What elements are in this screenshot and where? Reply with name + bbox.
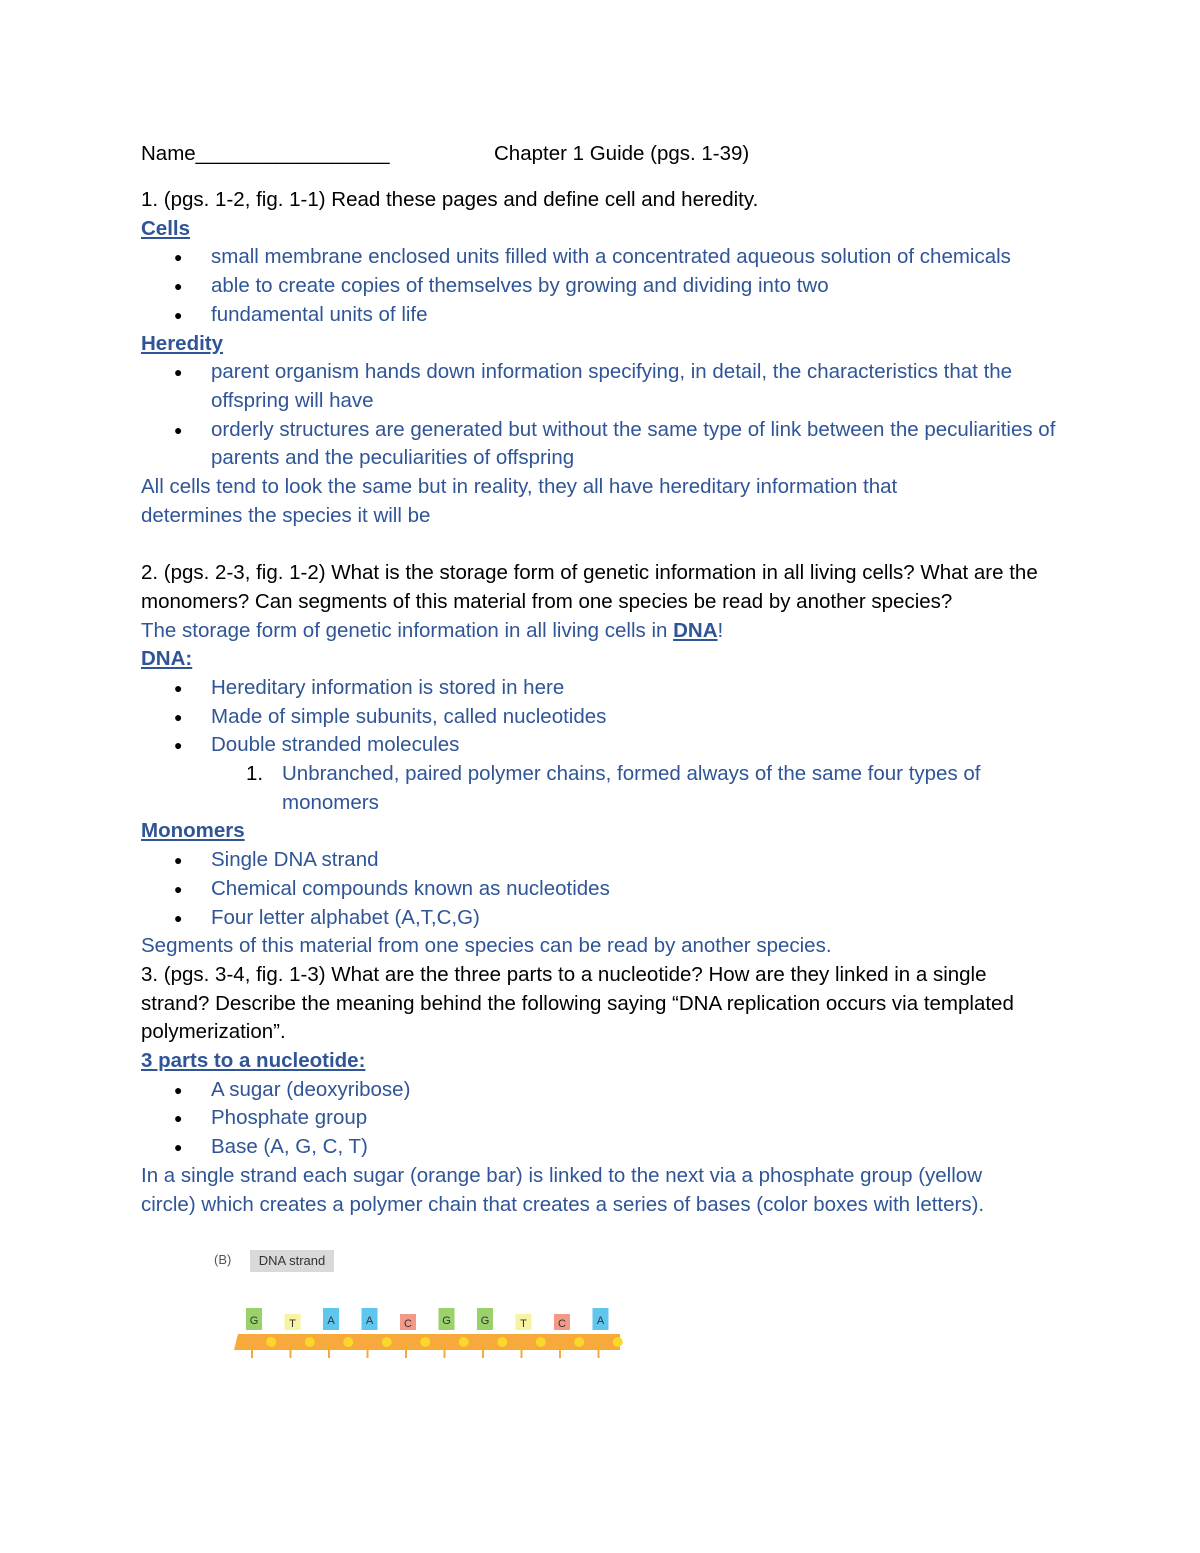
phosphate-group xyxy=(497,1337,507,1347)
base-letter: G xyxy=(442,1315,451,1327)
dna-strand-figure xyxy=(214,1250,634,1360)
list-item: ● Phosphate group xyxy=(211,1104,1071,1133)
phosphate-group xyxy=(266,1337,276,1347)
parts-list xyxy=(141,1076,1071,1162)
heredity-list xyxy=(141,358,1091,473)
parts-heading: 3 parts to a nucleotide: xyxy=(141,1049,366,1073)
q2-answer xyxy=(141,617,1071,646)
list-item: ● fundamental units of life xyxy=(211,301,1071,330)
dna-sublist xyxy=(141,760,1082,817)
phosphate-group xyxy=(420,1337,430,1347)
cells-list xyxy=(141,243,1071,329)
q3-linked: In a single strand each sugar (orange bar) is linked to the next via a phosphate group (yellow circle) which creates a polymer chain that creates a series of bases (color boxes with letters). xyxy=(141,1163,985,1216)
phosphate-group xyxy=(343,1337,353,1347)
list-item: ● able to create copies of themselves by growing and dividing into two xyxy=(211,272,1071,301)
q1-summary: All cells tend to look the same but in reality, they all have hereditary information that determines the species it will be xyxy=(141,475,898,527)
phosphate-group xyxy=(382,1337,392,1347)
base-letter: C xyxy=(558,1318,566,1330)
figure-caption: DNA strand xyxy=(250,1250,334,1272)
base-letter: A xyxy=(327,1315,335,1327)
question-3: 3. (pgs. 3-4, fig. 1-3) What are the three parts to a nucleotide? How are they linked in a single strand? Describe the meaning behind the following saying “DNA replication occurs via templated polymerization”. xyxy=(141,962,1014,1044)
name-label: Name_________________ xyxy=(141,142,390,165)
list-item: ● A sugar (deoxyribose) xyxy=(211,1076,1071,1105)
heredity-heading: Heredity xyxy=(141,331,224,355)
question-2: 2. (pgs. 2-3, fig. 1-2) What is the storage form of genetic information in all living cells? What are the monomers? Can segments of this material from one species be read by another species? xyxy=(141,561,1038,613)
monomers-heading: Monomers xyxy=(141,819,245,843)
list-item: ● Base (A, G, C, T) xyxy=(211,1133,1071,1162)
list-item: ● Made of simple subunits, called nucleotides xyxy=(211,703,1071,732)
phosphate-group xyxy=(459,1337,469,1347)
monomers-list xyxy=(141,846,1071,932)
page-title: Chapter 1 Guide (pgs. 1-39) xyxy=(494,142,750,165)
base-letter: T xyxy=(520,1318,527,1330)
list-item: ● Chemical compounds known as nucleotides xyxy=(211,875,1071,904)
base-letter: T xyxy=(289,1318,296,1330)
phosphate-group xyxy=(613,1337,623,1347)
base-letter: A xyxy=(596,1315,605,1327)
dna-list xyxy=(141,674,1071,760)
sub-number: 1. xyxy=(246,762,264,786)
list-item: ● Double stranded molecules xyxy=(211,731,1071,760)
question-1: 1. (pgs. 1-2, fig. 1-1) Read these pages and define cell and heredity. xyxy=(141,188,759,211)
phosphate-group xyxy=(305,1337,315,1347)
q2-segments: Segments of this material from one species can be read by another species. xyxy=(141,934,832,958)
q2-answer-dna: DNA xyxy=(673,618,718,642)
list-item: ● Single DNA strand xyxy=(211,846,1071,875)
cells-heading: Cells xyxy=(141,216,190,240)
sub-text: Unbranched, paired polymer chains, formed always of the same four types of monomers xyxy=(282,762,981,814)
list-item: ● small membrane enclosed units filled with a concentrated aqueous solution of chemicals xyxy=(211,243,1071,272)
list-item: ● Hereditary information is stored in here xyxy=(211,674,1071,703)
base-letter: G xyxy=(480,1315,490,1327)
dna-strand-diagram xyxy=(214,1250,634,1360)
phosphate-group xyxy=(536,1337,546,1347)
q2-answer-prefix: The storage form of genetic information in all living cells in xyxy=(141,618,674,642)
list-item xyxy=(246,760,1082,817)
figure-panel-label: (B) xyxy=(214,1252,232,1267)
document-page xyxy=(141,140,1071,1219)
q2-answer-suffix: ! xyxy=(717,618,724,642)
phosphate-group xyxy=(574,1337,584,1347)
list-item: ● orderly structures are generated but without the same type of link between the peculiarities of parents and the peculiarities of offspring xyxy=(211,416,1091,473)
header-row xyxy=(141,140,1071,172)
base-letter: G xyxy=(249,1315,259,1327)
dna-heading: DNA: xyxy=(141,647,193,671)
list-item: ● parent organism hands down information specifying, in detail, the characteristics that the offspring will have xyxy=(211,358,1091,415)
base-letter: A xyxy=(365,1315,374,1327)
list-item: ● Four letter alphabet (A,T,C,G) xyxy=(211,904,1071,933)
base-letter: C xyxy=(404,1318,412,1330)
